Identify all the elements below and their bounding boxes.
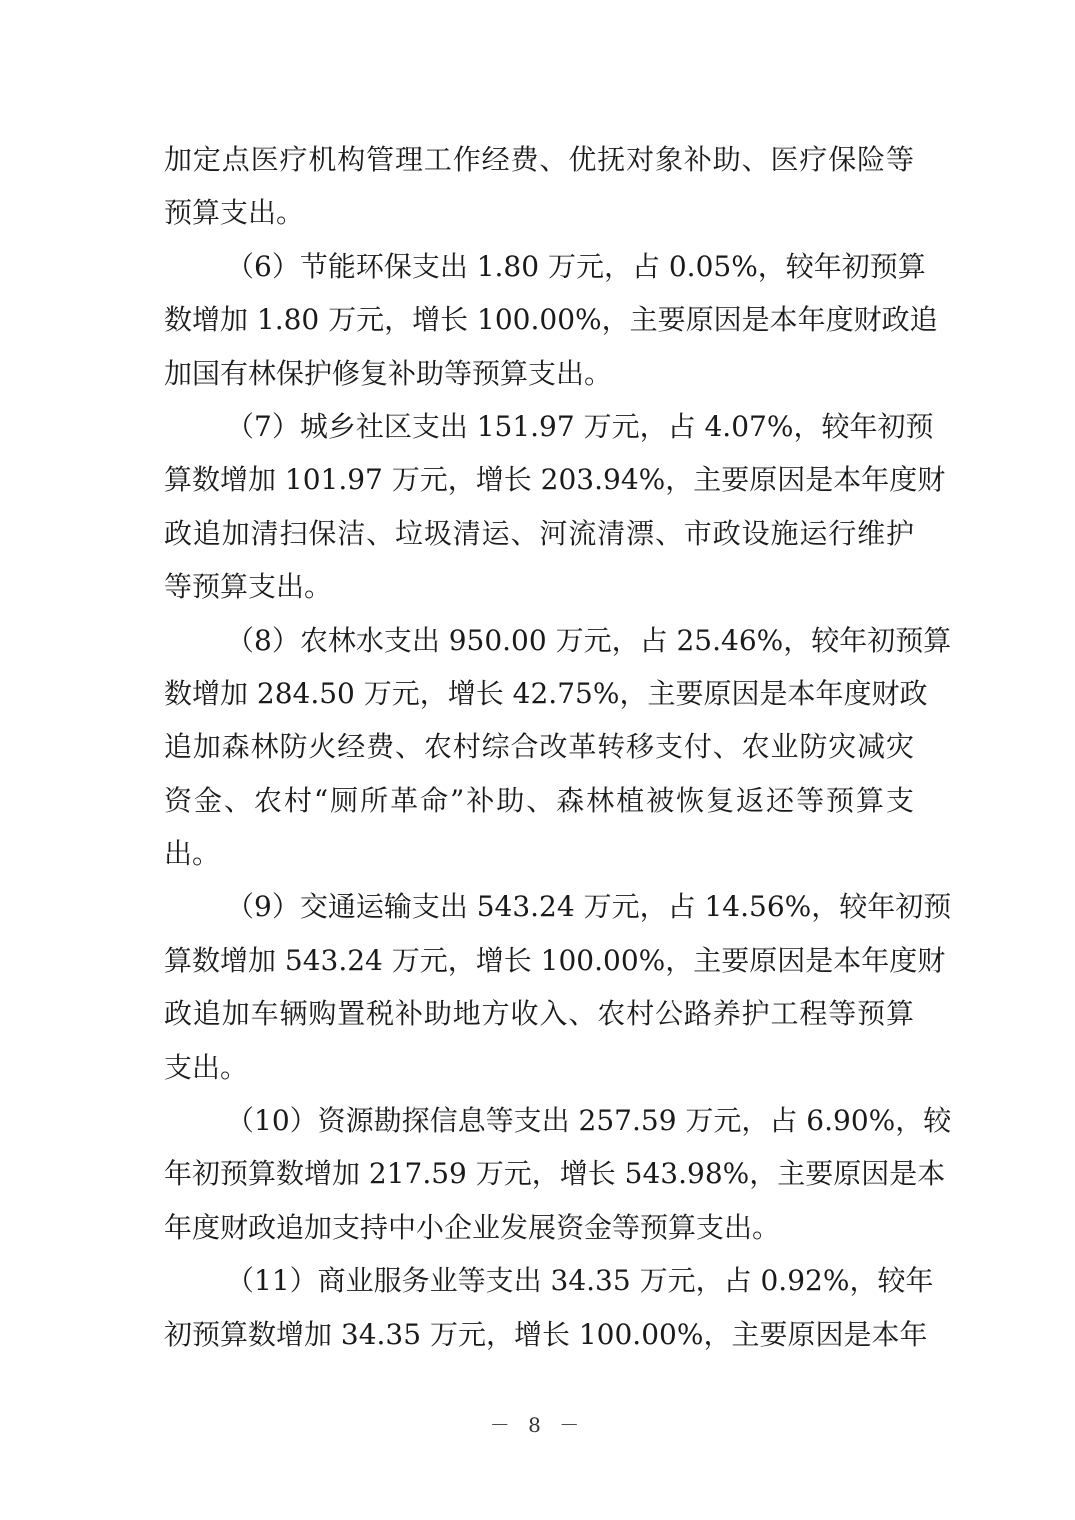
text-line: 算数增加 543.24 万元，增长 100.00%，主要原因是本年度财 xyxy=(164,943,946,977)
paragraph-first-line: （7）城乡社区支出 151.97 万元，占 4.07%，较年初预 xyxy=(226,409,934,443)
page-number: － 8 － xyxy=(489,1413,586,1437)
paragraph-first-line: （6）节能环保支出 1.80 万元，占 0.05%，较年初预算 xyxy=(226,249,926,283)
paragraph-first-line: （8）农林水支出 950.00 万元，占 25.46%，较年初预算 xyxy=(226,623,952,657)
body-text xyxy=(164,133,952,1361)
text-line: 加国有林保护修复补助等预算支出。 xyxy=(164,356,613,390)
text-line: 等预算支出。 xyxy=(164,570,333,604)
text-line: 年度财政追加支持中小企业发展资金等预算支出。 xyxy=(164,1210,781,1244)
text-line: 预算支出。 xyxy=(164,196,305,230)
text-line: 追加森林防火经费、农村综合改革转移支付、农业防灾减灾 xyxy=(164,730,914,764)
text-line: 出。 xyxy=(164,837,221,871)
text-line: 数增加 1.80 万元，增长 100.00%，主要原因是本年度财政追 xyxy=(164,303,938,337)
text-line: 政追加清扫保洁、垃圾清运、河流清漂、市政设施运行维护 xyxy=(164,516,914,550)
paragraph-first-line: （10）资源勘探信息等支出 257.59 万元，占 6.90%，较 xyxy=(226,1104,952,1138)
paragraph-first-line: （11）商业服务业等支出 34.35 万元，占 0.92%，较年 xyxy=(226,1264,934,1298)
text-line: 资金、农村“厕所革命”补助、森林植被恢复返还等预算支 xyxy=(164,783,914,817)
text-line: 加定点医疗机构管理工作经费、优抚对象补助、医疗保险等 xyxy=(164,143,914,176)
paragraph-first-line: （9）交通运输支出 543.24 万元，占 14.56%，较年初预 xyxy=(226,890,952,924)
text-line: 政追加车辆购置税补助地方收入、农村公路养护工程等预算 xyxy=(164,997,914,1031)
text-line: 算数增加 101.97 万元，增长 203.94%，主要原因是本年度财 xyxy=(164,463,946,497)
text-line: 年初预算数增加 217.59 万元，增长 543.98%，主要原因是本 xyxy=(164,1157,946,1191)
text-line: 支出。 xyxy=(164,1050,249,1084)
text-line: 初预算数增加 34.35 万元，增长 100.00%，主要原因是本年 xyxy=(164,1317,928,1351)
text-line: 数增加 284.50 万元，增长 42.75%，主要原因是本年度财政 xyxy=(164,676,928,710)
